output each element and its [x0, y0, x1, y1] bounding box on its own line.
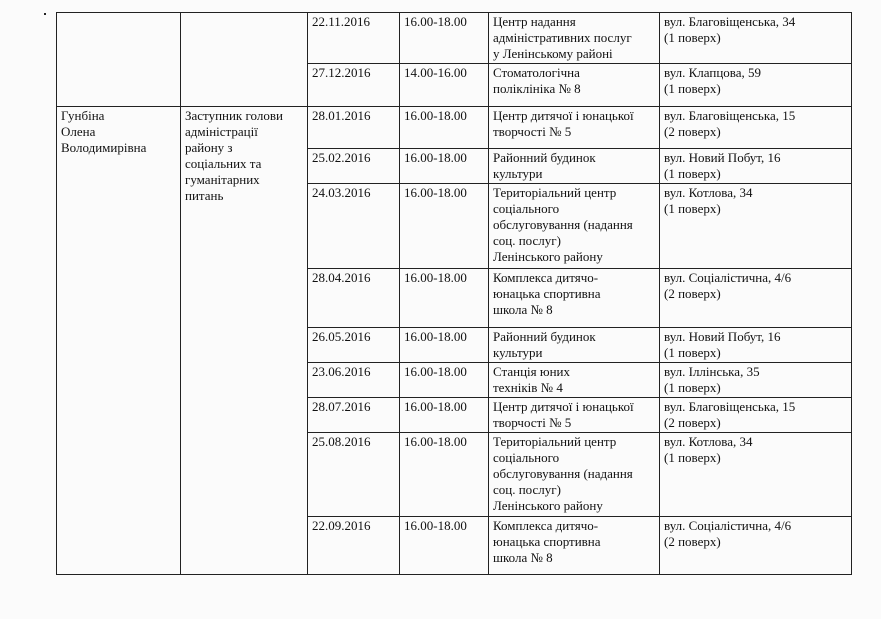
name-line: Гунбіна: [61, 108, 105, 123]
time-cell: 16.00-18.00: [400, 269, 489, 328]
address-cell: вул. Благовіщенська, 15 (2 поверх): [660, 398, 852, 433]
place-cell: Районний будинок культури: [489, 328, 660, 363]
time-cell: 16.00-18.00: [400, 398, 489, 433]
place-cell: Стоматологічна поліклініка № 8: [489, 64, 660, 107]
address-cell: вул. Благовіщенська, 15 (2 поверх): [660, 107, 852, 149]
time-cell: 14.00-16.00: [400, 64, 489, 107]
place-cell: Станція юних техніків № 4: [489, 363, 660, 398]
address-cell: вул. Соціалістична, 4/6 (2 поверх): [660, 269, 852, 328]
place-cell: Комплекса дитячо- юнацька спортивна школа № 8: [489, 517, 660, 575]
address-cell: вул. Новий Побут, 16 (1 поверх): [660, 149, 852, 184]
date-cell: 25.02.2016: [308, 149, 400, 184]
date-cell: 28.04.2016: [308, 269, 400, 328]
scan-speck: [44, 13, 46, 15]
place-cell: Центр дитячої і юнацької творчості № 5: [489, 398, 660, 433]
address-cell: вул. Соціалістична, 4/6 (2 поверх): [660, 517, 852, 575]
time-cell: 16.00-18.00: [400, 107, 489, 149]
date-cell: 25.08.2016: [308, 433, 400, 517]
name-line: Володимирівна: [61, 140, 147, 155]
date-cell: 26.05.2016: [308, 328, 400, 363]
name-line: Олена: [61, 124, 96, 139]
person-name-cell: [57, 107, 181, 575]
time-cell: 16.00-18.00: [400, 363, 489, 398]
address-cell: вул. Клапцова, 59 (1 поверх): [660, 64, 852, 107]
address-cell: вул. Котлова, 34 (1 поверх): [660, 433, 852, 517]
place-cell: Територіальний центр соціального обслуговування (надання соц. послуг) Ленінського району: [489, 433, 660, 517]
position-cell-empty: [181, 13, 308, 107]
place-cell: Центр надання адміністративних послуг у Ленінському районі: [489, 13, 660, 64]
date-cell: 22.11.2016: [308, 13, 400, 64]
date-cell: 22.09.2016: [308, 517, 400, 575]
place-cell: Комплекса дитячо- юнацька спортивна школа № 8: [489, 269, 660, 328]
date-cell: 23.06.2016: [308, 363, 400, 398]
address-cell: вул. Іллінська, 35 (1 поверх): [660, 363, 852, 398]
schedule-table: [56, 12, 852, 575]
time-cell: 16.00-18.00: [400, 13, 489, 64]
time-cell: 16.00-18.00: [400, 328, 489, 363]
place-cell: Районний будинок культури: [489, 149, 660, 184]
address-cell: вул. Новий Побут, 16 (1 поверх): [660, 328, 852, 363]
address-cell: вул. Благовіщенська, 34 (1 поверх): [660, 13, 852, 64]
date-cell: 28.07.2016: [308, 398, 400, 433]
table-row: [57, 107, 852, 149]
place-cell: Центр дитячої і юнацької творчості № 5: [489, 107, 660, 149]
date-cell: 24.03.2016: [308, 184, 400, 269]
time-cell: 16.00-18.00: [400, 149, 489, 184]
name-cell-empty: [57, 13, 181, 107]
date-cell: 28.01.2016: [308, 107, 400, 149]
address-cell: вул. Котлова, 34 (1 поверх): [660, 184, 852, 269]
person-position-cell: Заступник голови адміністрації району з соціальних та гуманітарних питань: [181, 107, 308, 575]
place-cell: Територіальний центр соціального обслуговування (надання соц. послуг) Ленінського району: [489, 184, 660, 269]
date-cell: 27.12.2016: [308, 64, 400, 107]
table-row: [57, 13, 852, 64]
time-cell: 16.00-18.00: [400, 517, 489, 575]
time-cell: 16.00-18.00: [400, 433, 489, 517]
time-cell: 16.00-18.00: [400, 184, 489, 269]
